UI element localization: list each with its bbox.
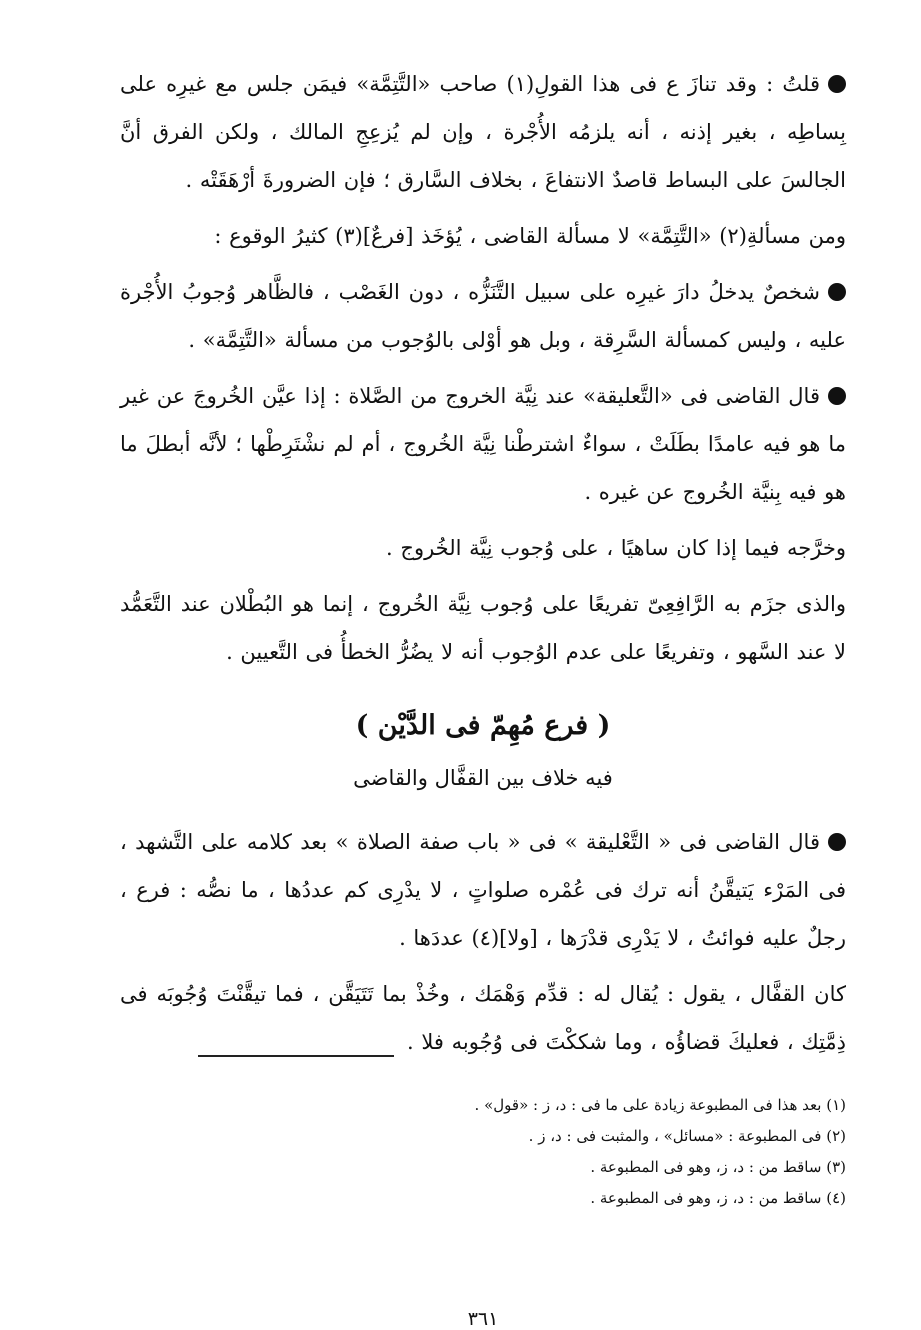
- paragraph-2: [120, 212, 846, 260]
- paragraph-5-text: وخرَّجه فيما إذا كان ساهيًا ، على وُجوب نِيَّة الخُروج .: [386, 536, 846, 560]
- footnote-separator: [198, 1055, 394, 1057]
- page-number: ٣٦١: [467, 1308, 499, 1330]
- paragraph-8: [120, 970, 846, 1066]
- paragraph-1: [120, 60, 846, 204]
- paragraph-6-text: والذى جزَم به الرَّافِعِىّ تفريعًا على وُجوب نِيَّة الخُروج ، إنما هو البُطْلان عند التَّعَمُّد لا عند السَّهو ، وتفريعًا على عدم الوُجوب أنه لا يضُرُّ الخطأُ فى التَّعيين .: [120, 592, 846, 664]
- bullet-icon: [828, 387, 846, 405]
- section-heading: ( فرع مُهِمّ فى الدَّيْن ): [355, 710, 611, 741]
- page-content: [120, 60, 846, 1328]
- paragraph-3: [120, 268, 846, 364]
- paragraph-1-text: قلتُ : وقد تنازَ ع فى هذا القولِ(١) صاحب «التَّتِمَّة» فيمَن جلس مع غيرِه على بِساطِه ، بغير إذنه ، أنه يلزمُه الأُجْرة ، وإن لم يُزعِجِ المالك ، ولكن الفرق أنَّ الجالسَ على البساط قاصدٌ الانتفاعَ ، بخلاف السَّارق ؛ فإن الضرورةَ أرْهَقَتْه .: [120, 72, 846, 192]
- paragraph-7-text: قال القاضى فى « التَّعْليقة » فى « باب صفة الصلاة » بعد كلامه على التَّشهد ، فى المَرْء يَتيقَّنُ أنه ترك فى عُمْره صلواتٍ ، لا يدْرِى كم عددُها ، ما نصُّه : فرع ، رجلٌ عليه فوائتُ ، لا يَدْرِى قدْرَها ، [ولا](٤) عددَها .: [120, 830, 846, 950]
- paragraph-4-text: قال القاضى فى «التَّعليقة» عند نِيَّة الخروج من الصَّلاة : إذا عيَّن الخُروجَ عن غير ما هو فيه عامدًا بطَلَتْ ، سواءٌ اشترطْنا نِيَّة الخُروج ، أم لم نشْتَرِطْها ؛ لأنَّه أبطلَ ما هو فيه بِنيَّة الخُروج عن غيره .: [120, 384, 846, 504]
- footnote-4: (٤) ساقط من : د، ز، وهو فى المطبوعة .: [590, 1189, 846, 1207]
- paragraph-5: [120, 524, 846, 572]
- paragraph-4: [120, 372, 846, 516]
- paragraph-2-text: ومن مسألةِ(٢) «التَّتِمَّة» لا مسألة القاضى ، يُؤخَذ [فرعٌ](٣) كثيرُ الوقوع :: [214, 224, 846, 248]
- paragraph-8-text: كان القفَّال ، يقول : يُقال له : قدِّم وَهْمَك ، وخُذْ بما تَتَيَقَّن ، فما تيقَّنْتَ وُجُوبَه فى ذِمَّتِك ، فعليكَ قضاؤُه ، وما شككْتَ فى وُجُوبه فلا .: [120, 982, 846, 1054]
- footnote-2: (٢) فى المطبوعة : «مسائل» ، والمثبت فى : د، ز .: [528, 1127, 846, 1145]
- footnote-3: (٣) ساقط من : د، ز، وهو فى المطبوعة .: [590, 1158, 846, 1176]
- section-subheading: فيه خلاف بين القفَّال والقاضى: [353, 766, 613, 790]
- paragraph-3-text: شخصٌ يدخلُ دارَ غيرِه على سبيل التَّنَزُّه ، دون الغَصْب ، فالظَّاهر وُجوبُ الأُجْرة عليه ، وليس كمسألة السَّرِقة ، وبل هو أوْلى بالوُجوب من مسألة «التَّتِمَّة» .: [120, 280, 846, 352]
- footnote-1: (١) بعد هذا فى المطبوعة زيادة على ما فى : د، ز : «قول» .: [474, 1096, 846, 1114]
- bullet-icon: [828, 75, 846, 93]
- bullet-icon: [828, 283, 846, 301]
- paragraph-6: [120, 580, 846, 676]
- paragraph-7: [120, 818, 846, 962]
- bullet-icon: [828, 833, 846, 851]
- footnotes: [120, 1090, 846, 1214]
